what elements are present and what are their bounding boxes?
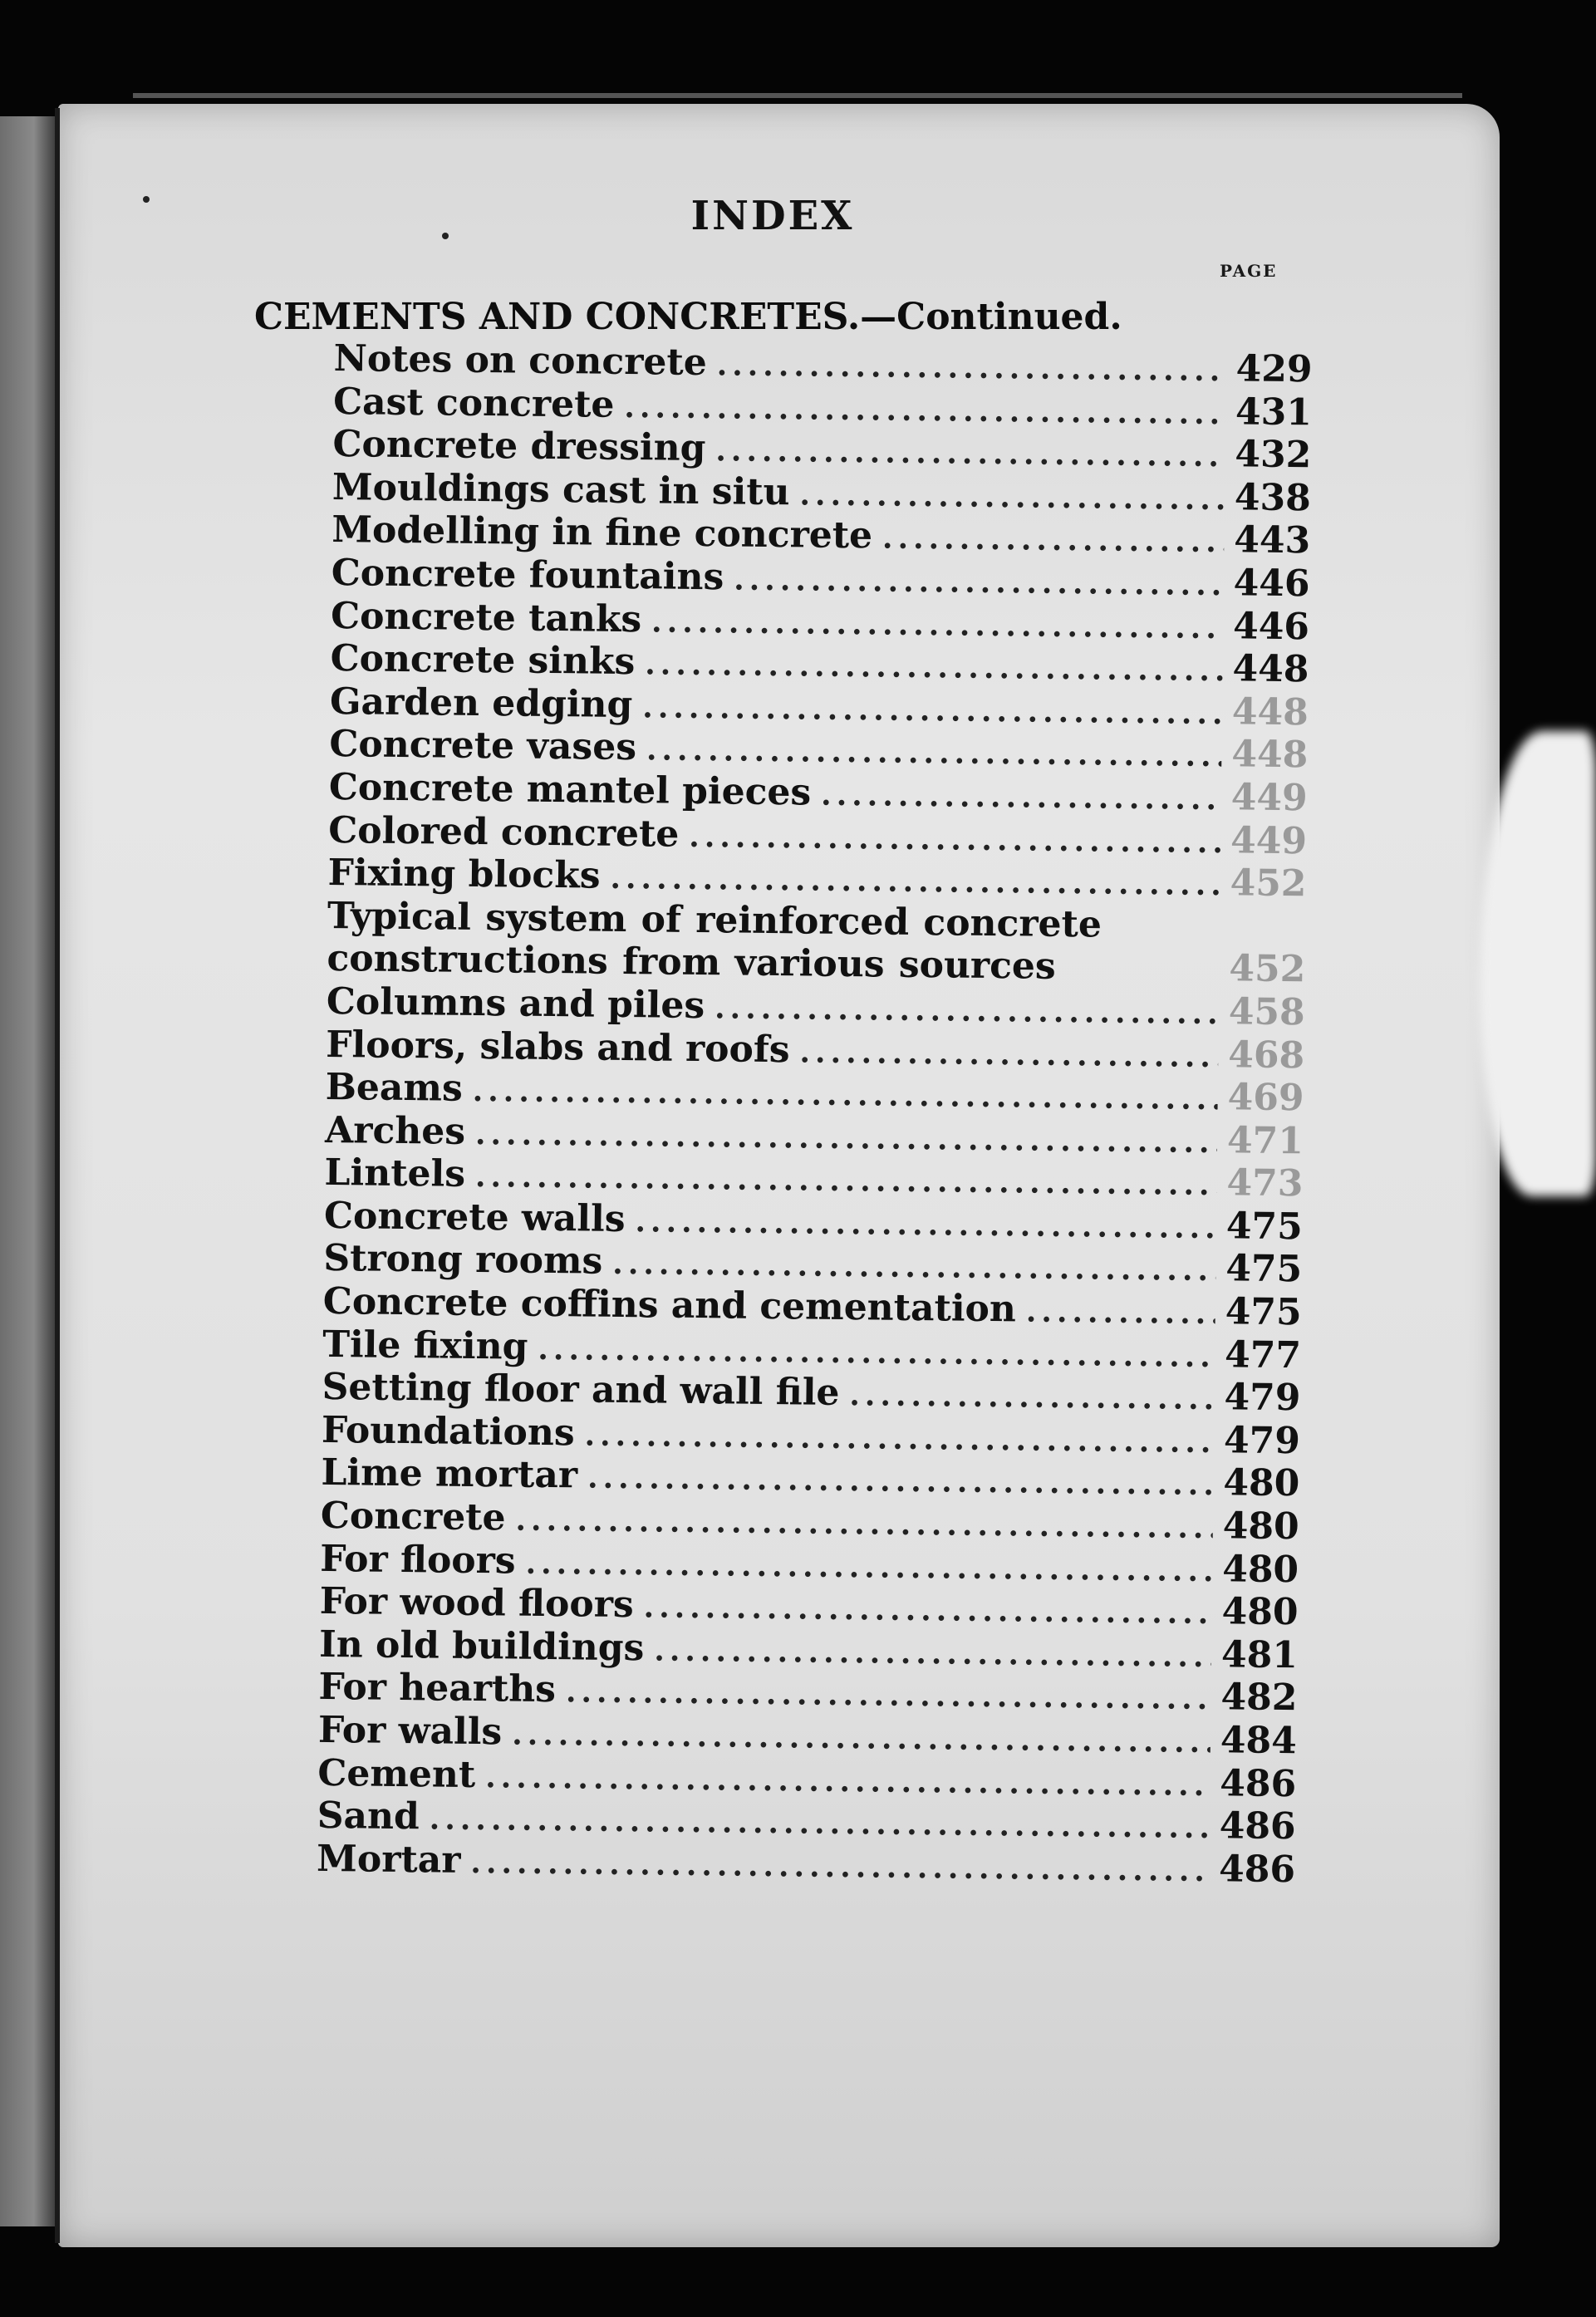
entry-page-number: 468: [1227, 1033, 1305, 1077]
entry-label: Mouldings cast in situ: [331, 465, 790, 514]
entry-page-number: 480: [1221, 1590, 1299, 1634]
dot-leader: [716, 347, 1225, 388]
entry-label: Cement: [317, 1751, 476, 1796]
entry-page-number: 448: [1232, 647, 1309, 691]
entry-label: Concrete dressing: [332, 423, 706, 470]
dot-leader: [624, 390, 1225, 431]
entry-label: For floors: [320, 1537, 516, 1583]
entry-page-number: 482: [1220, 1676, 1298, 1720]
entry-label: Concrete walls: [323, 1194, 626, 1240]
dot-leader: [587, 1460, 1214, 1503]
entry-label: Strong rooms: [323, 1237, 603, 1284]
entry-label: Concrete: [320, 1494, 506, 1539]
entry-label: Garden edging: [329, 680, 633, 726]
entry-page-number: 479: [1223, 1419, 1301, 1463]
dot-leader: [525, 1545, 1212, 1588]
entry-label: Tile fixing: [322, 1323, 528, 1368]
entry-page-number: 471: [1226, 1118, 1304, 1162]
dot-leader: [734, 562, 1224, 602]
entry-label: Lime mortar: [321, 1451, 578, 1497]
entry-page-number: 473: [1226, 1161, 1304, 1205]
entry-page-number: 480: [1223, 1461, 1300, 1505]
dot-leader: [485, 1760, 1211, 1803]
dot-leader: [475, 1117, 1218, 1160]
page-binding-edge: [55, 108, 60, 2243]
dot-leader: [584, 1417, 1214, 1460]
dot-leader: [715, 990, 1219, 1031]
entry-label: Colored concrete: [327, 808, 680, 856]
entry-page-number: 443: [1234, 518, 1311, 562]
dot-leader: [470, 1845, 1209, 1888]
dot-leader: [646, 733, 1222, 774]
entry-page-number: 484: [1220, 1719, 1298, 1763]
entry-label: Concrete tanks: [330, 594, 642, 641]
dot-leader: [651, 604, 1223, 646]
dot-leader: [645, 646, 1223, 688]
dot-leader: [654, 1632, 1211, 1674]
index-entry: [327, 894, 1306, 991]
dot-leader: [473, 1073, 1218, 1117]
entry-page-number: 446: [1232, 604, 1310, 648]
dot-leader: [566, 1675, 1211, 1717]
index-entry-list: [316, 337, 1313, 1892]
dot-leader: [515, 1503, 1213, 1546]
entry-page-number: 429: [1235, 347, 1313, 391]
dot-leader: [612, 1246, 1216, 1288]
entry-page-number: 448: [1231, 733, 1309, 777]
dot-leader: [642, 690, 1222, 731]
entry-label: Concrete sinks: [330, 637, 636, 684]
entry-page-number: 475: [1225, 1290, 1302, 1334]
entry-label: Concrete fountains: [331, 551, 724, 599]
entry-page-number: 480: [1221, 1547, 1299, 1591]
entry-label: Beams: [325, 1066, 464, 1110]
dot-leader: [799, 1034, 1218, 1074]
entry-page-number: 438: [1234, 476, 1312, 520]
entry-page-number: 458: [1228, 990, 1306, 1034]
dot-leader: [689, 818, 1220, 859]
entry-label: Sand: [317, 1794, 420, 1838]
dot-leader: [799, 477, 1225, 517]
entry-page-number: 477: [1224, 1333, 1302, 1377]
dot-leader: [512, 1717, 1211, 1760]
entry-page-number: 432: [1235, 433, 1312, 477]
dot-leader: [1026, 1294, 1215, 1332]
entry-label: Concrete vases: [329, 723, 637, 769]
page-top-edge: [133, 93, 1462, 98]
entry-label: Fixing blocks: [327, 852, 601, 897]
entry-label: Cast concrete: [332, 380, 615, 426]
dot-leader: [715, 433, 1225, 474]
entry-label: Arches: [324, 1108, 466, 1153]
dot-leader: [849, 1377, 1215, 1416]
facing-page-edge: [0, 116, 56, 2226]
dot-leader: [538, 1332, 1215, 1374]
entry-label: Foundations: [321, 1408, 575, 1455]
entry-page-number: 448: [1231, 690, 1309, 734]
dot-leader: [475, 1159, 1217, 1202]
entry-label: For wood floors: [319, 1580, 634, 1627]
entry-label: Setting floor and wall file: [322, 1366, 840, 1415]
entry-page-number: 452: [1230, 862, 1307, 906]
entry-label: Concrete coffins and cementation: [322, 1279, 1017, 1331]
dot-leader: [882, 521, 1225, 560]
entry-page-number: 446: [1233, 562, 1310, 606]
dot-leader: [635, 1204, 1216, 1245]
dot-leader: [821, 778, 1221, 817]
entry-page-number: 475: [1225, 1247, 1303, 1291]
section-heading: CEMENTS AND CONCRETES.—Continued.: [254, 296, 1122, 338]
entry-page-number: 475: [1225, 1205, 1304, 1249]
entry-label: Mortar: [316, 1837, 461, 1882]
entry-label: [327, 895, 1225, 990]
entry-label: Notes on concrete: [333, 337, 708, 385]
entry-label: For walls: [317, 1708, 503, 1754]
entry-label: In old buildings: [318, 1622, 645, 1670]
entry-page-number: 452: [1229, 947, 1306, 991]
page-column-label: PAGE: [1220, 261, 1278, 281]
entry-label: Modelling in fine concrete: [331, 508, 873, 557]
dot-leader: [430, 1802, 1210, 1846]
entry-page-number: 486: [1218, 1847, 1296, 1892]
entry-label: Lintels: [324, 1151, 466, 1196]
entry-page-number: 486: [1219, 1804, 1296, 1848]
entry-page-number: 449: [1230, 818, 1308, 862]
entry-label: Floors, slabs and roofs: [326, 1023, 790, 1071]
entry-page-number: 486: [1220, 1761, 1297, 1805]
dot-leader: [610, 861, 1220, 902]
entry-page-number: 479: [1224, 1376, 1301, 1420]
entry-page-number: 469: [1227, 1076, 1304, 1120]
entry-label: For hearths: [318, 1666, 557, 1711]
entry-label-line-1: Typical system of reinforced concrete constructions from various sources: [327, 894, 1102, 989]
entry-page-number: 481: [1220, 1633, 1299, 1677]
page-title: INDEX: [690, 193, 855, 239]
entry-label: Concrete mantel pieces: [328, 765, 812, 814]
entry-page-number: 431: [1235, 390, 1313, 434]
dot-leader: [643, 1590, 1211, 1632]
entry-page-number: 480: [1222, 1505, 1299, 1549]
entry-label: Columns and piles: [326, 979, 705, 1028]
entry-page-number: 449: [1230, 776, 1308, 820]
